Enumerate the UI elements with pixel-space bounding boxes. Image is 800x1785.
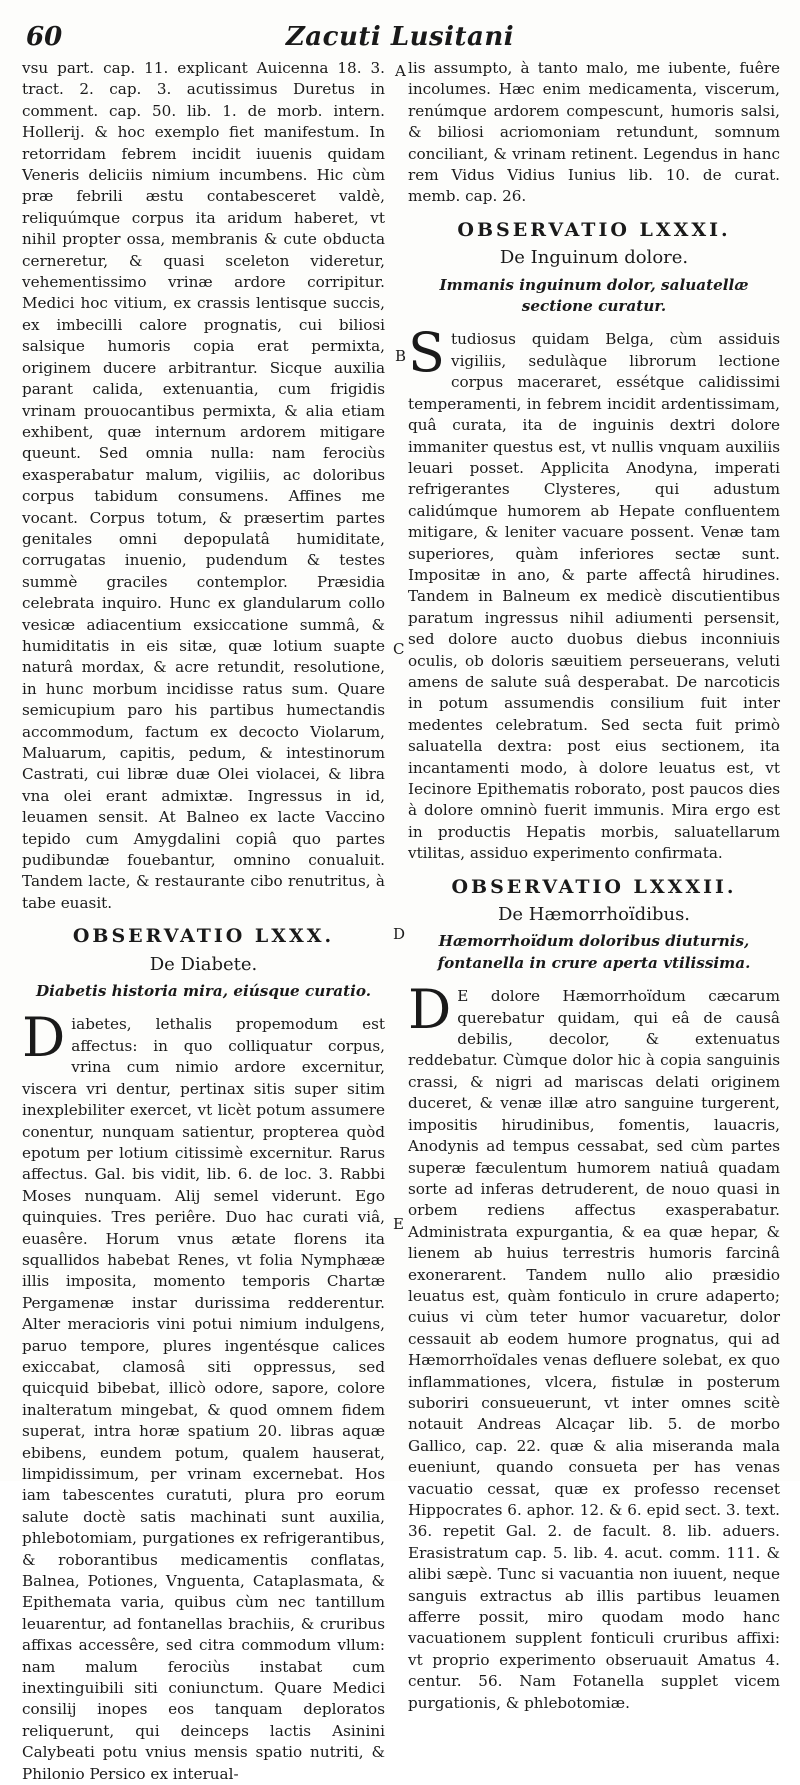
right-column <box>408 58 780 1714</box>
observation-82-subject: De Hæmorrhoïdibus. <box>497 904 691 926</box>
observation-80-title: OBSERVATIO LXXX. <box>72 925 335 948</box>
dropcap-s: S <box>408 321 445 385</box>
observation-80-summary: Diabetis historia mira, eiúsque curatio. <box>35 982 372 1001</box>
observation-82-title: OBSERVATIO LXXXII. <box>451 875 737 898</box>
left-intro-paragraph: vsu part. cap. 11. explicant Auicenna 18. 3. tract. 2. cap. 3. acutissimus Duretus in comment. cap. 50. lib. 1. de morb. intern. Hollerij. & hoc exemplo fiet manifestum. In retorridam febrem incidit iuuenis quidam Veneris deliciis nimium incumbens. Hic cùm præ febrili æstu contabesceret valdè, reliquúmque corpus ita aridum haberet, vt nihil propter ossa, membranis & cute obducta cerneretur, & quasi sceleton videretur, vehementissimo vrinæ ardore corripitur. Medici hoc vitium, ex crassis lentisque succis, ex imbecilli calore prognatis, cui biliosi salsique humoris copia erat permixta, originem ducere arbitrantur. Sicque auxilia parant calida, extenuantia, cum frigidis vrinam prouocantibus permixta, & alia etiam exhibent, quæ internum ardorem mitigare queunt. Sed omnia nulla: nam ferociùs exasperabatur malum, vigiliis, ac doloribus corpus tabidum consumens. Affines me vocant. Corpus totum, & præsertim partes genitales omni depopulatâ humiditate, corrugatas inuenio, pudendum & testes summè graciles contemplor. Præsidia celebrata inquiro. Hunc ex glandularum collo vesicæ adiacentium exsiccatione summâ, & humiditatis in eis sitæ, quæ lotium suapte naturâ mordax, & acre retundit, resolutione, in hunc morbum incidisse ratus sum. Quare semicupium paro his partibus humectandis accommodum, factum ex decocto Violarum, Maluarum, capitis, pedum, & intestinorum Castrati, cui libræ duæ Olei violacei, & libra vna olei erant admixtæ. Ingressus in id, leuamen sensit. At Balneo ex lacte Vaccino tepido cum Amygdalini copiâ quo partes pudibundæ fouebantur, omnino conualuit. Tandem lacte, & restaurante cibo renutritus, à tabe euasit. <box>22 59 385 912</box>
observation-81-summary: Immanis inguinum dolor, saluatellæ sectione curatur. <box>439 275 749 316</box>
observation-80-subject: De Diabete. <box>149 953 258 975</box>
left-column <box>22 58 385 1785</box>
observation-81-text: tudiosus quidam Belga, cùm assiduis vigiliis, sedulàque librorum lectione corpus maceraret, essétque calidissimi temperamenti, in febrem incidit ardentissimam, quâ curata, ita de inguinis dextri dolore immaniter questus est, vt nullis vnquam auxiliis leuari posset. Applicita Anodyna, imperati refrigerantes Clysteres, qui adustum calidúmque humorem ab Hepate confluentem mitigare, & leniter vacuare possent. Venæ tam superiores, quàm inferiores sectæ sunt. Impositæ in ano, & parte affectâ hirudines. Tandem in Balneum ex medicè discutientibus paratum ingressus nihil adiumenti persensit, sed dolore aucto duobus diebus inconniuis oculis, ob doloris sæuitiem perseuerans, veluti amens de salute suâ desperabat. De narcoticis in potum assumendis consilium fuit inter medentes celebratum. Sed secta fuit primò saluatella dextra: post eius sectionem, ita incantamenti modo, à dolore leuatus est, vt Iecinore Epithematis roborato, post paucos dies à dolore omninò fuerit immunis. Mira ergo est in productis Hepatis morbis, saluatellarum vtilitas, assiduo experimento confirmata. <box>408 330 780 863</box>
observation-82-body <box>408 978 780 1714</box>
observation-80-text: iabetes, lethalis propemodum est affectus: in quo colliquatur corpus, vrina cum nimio ardore excernitur, viscera vri dentur, pertinax sitis super sitim inexplebiliter exercet, vt licèt potum assumere conentur, nunquam satientur, propterea quòd epotum per lotium citissimè excernitur. Rarus affectus. Gal. bis vidit, lib. 6. de loc. 3. Rabbi Moses nunquam. Alij semel viderunt. Ego quinquies. Tres periêre. Duo hac curati viâ, euasêre. Horum vnus ætate florens ita squallidos habebat Renes, vt folia Nymphææ illis imposita, momento temporis Chartæ Pergamenæ instar durissima redderentur. Alter meracioris vini potui nimium indulgens, paruo tempore, plures ingentésque calices exiccabat, clamosâ siti oppressus, sed quicquid bibebat, illicò odore, sapore, colore inalteratum mingebat, & quod omnem fidem superat, intra horæ spatium 20. libras aquæ ebibens, eundem potum, qualem hauserat, limpidissimum, per vrinam excernebat. Hos iam tabescentes curatuti, plura pro eorum salute doctè satis machinati sunt auxilia, phlebotomiam, purgationes ex refrigerantibus, & roborantibus medicamentis conflatas, Balnea, Potiones, Vnguenta, Cataplasmata, & Epithemata varia, quibus cùm nec tantillum leuarentur, ad fontanellas brachiis, & cruribus affixas accessêre, sed citra commodum vllum: nam malum ferociùs instabat cum inextinguibili siti coniunctum. Quare Medici consilij inopes eos tanquam deploratos reliquerunt, qui deinceps lactis Asinini Calybeati potu vnius mensis spatio nutriti, & Philonio Persico ex interual- <box>22 1015 385 1783</box>
page-number: 60 <box>26 22 63 52</box>
observation-81-body <box>408 321 780 864</box>
page-header <box>14 18 786 58</box>
observation-80-body <box>22 1006 385 1785</box>
margin-letter-c: C <box>393 640 405 658</box>
observation-81-subject: De Inguinum dolore. <box>499 247 689 269</box>
margin-letter-e: E <box>393 1215 404 1233</box>
observation-81-title: OBSERVATIO LXXXI. <box>457 218 731 241</box>
margin-letter-b: B <box>395 347 407 365</box>
margin-letter-a: A <box>395 62 406 80</box>
margin-letter-d: D <box>393 925 406 943</box>
right-intro-paragraph: lis assumpto, à tanto malo, me iubente, fuêre incolumes. Hæc enim medicamenta, viscerum, renúmque ardorem compescunt, humoris salsi, & biliosi acriomoniam retundunt, somnum conciliant, & vrinam retinent. Legendus in hanc rem Vidus Vidius Iunius lib. 10. de curat. memb. cap. 26. <box>408 59 780 206</box>
observation-82-summary: Hæmorrhoïdum doloribus diuturnis, fontanella in crure aperta vtilissima. <box>437 932 751 972</box>
observation-82-text: E dolore Hæmorrhoïdum cæcarum querebatur quidam, qui eâ de causâ debilis, decolor, & extenuatus reddebatur. Cùmque dolor hic à copia sanguinis crassi, & nigri ad mariscas delati originem duceret, & venæ illæ atro sanguine turgerent, impositis hirudinibus, fomentis, lauacris, Anodynis ad tempus cessabat, sed cùm partes superæ fæculentum humorem natiuâ quadam sorte ad inferas detruderent, de nouo quasi in orbem rediens affectus exasperabatur. Administrata expurgantia, & ea quæ hepar, & lienem ab huius terrestris humoris farcinâ exonerarent. Tandem nullo alio præsidio leuatus est, quàm fonticulo in crure adaperto; cuius vi cùm teter humor vacuaretur, dolor cessauit ab eodem humore prognatus, qui ad Hæmorrhoïdales venas defluere solebat, ex quo inflammationes, vlcera, fistulæ in posterum suboriri consueuerunt, vt inter omnes scitè notauit Andreas Alcaçar lib. 5. de morbo Gallico, cap. 22. quæ & alia miseranda mala eueniunt, quando consueta per has venas vacuatio cessat, quæ ex professo recenset Hippocrates 6. aphor. 12. & 6. epid sect. 3. text. 36. repetit Gal. 2. de facult. 8. lib. aduers. Erasistratum cap. 5. lib. 4. acut. comm. 111. & alibi sæpè. Tunc si vacuantia non iuuent, neque sanguis extractus ab illis partibus leuamen afferre possit, miro quodam modo hanc vacuationem supplent fonticuli cruribus affixi: vt proprio experimento obseruauit Amatus 4. centur. 56. Nam Fotanella supplet vicem purgationis, & phlebotomiæ. <box>408 987 780 1712</box>
running-head: Zacuti Lusitani <box>285 22 515 52</box>
dropcap-d: D <box>22 1006 66 1070</box>
dropcap-d-2: D <box>408 978 452 1042</box>
